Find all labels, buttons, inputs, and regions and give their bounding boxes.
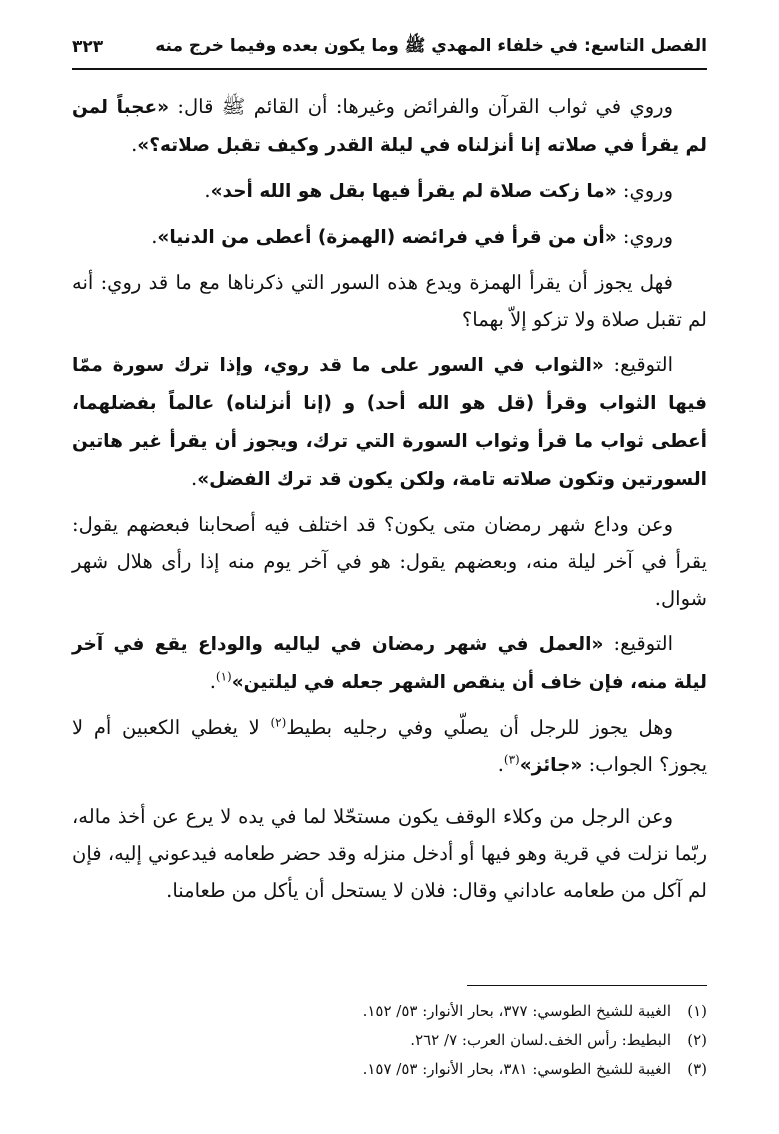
paragraph: فهل يجوز أن يقرأ الهمزة ويدع هذه السور التي ذكرناها مع ما قد روي: أنه لم تقبل صلاة ولا تزكو إلاّ بهما؟ (72, 271, 707, 331)
paragraph: وروي: «ما زكت صلاة لم يقرأ فيها بقل هو الله أحد». (204, 179, 673, 202)
footnotes (72, 997, 707, 1084)
header-rule (72, 68, 707, 70)
footnote-ref: (١) (215, 669, 232, 684)
paragraph: التوقيع: «الثواب في السور على ما قد روي، وإذا ترك سورة ممّا فيها الثواب وقرأ (قل هو الله أحد) و (إنا أنزلناه) عالماً بفضلهما، أعطى ثواب ما قرأ وثواب السورة التي ترك، ويجوز أن يقرأ غير هاتين السورتين وتكون صلاته تامة، ولكن يكون قد ترك الفضل». (72, 353, 707, 490)
paragraph: وعن الرجل من وكلاء الوقف يكون مستحّلا لما في يده لا يرع عن أخذ ماله، ربّما نزلت في قرية وهو فيها أو أدخل منزله وقد حضر طعامه فيدعوني إليه، فإن لم آكل من طعامه عاداني وقال: فلان لا يستحل أن يأكل من طعامنا. (72, 805, 707, 902)
paragraph: وعن وداع شهر رمضان متى يكون؟ قد اختلف فيه أصحابنا فبعضهم يقول: يقرأ في آخر ليلة منه، وبعضهم يقول: هو في آخر يوم منه إذا رأى هلال شهر شوال. (72, 513, 707, 610)
footnote-rule (467, 985, 707, 986)
paragraph: التوقيع: «العمل في شهر رمضان في لياليه والوداع يقع في آخر ليلة منه، فإن خاف أن ينقص الشهر جعله في ليلتين»$^{(١)}$. (72, 632, 707, 693)
footnote-text: البطيط: رأس الخف.لسان العرب: ٧/ ٢٦٢. (410, 1031, 671, 1049)
footnote-ref: (٢) (270, 715, 287, 730)
running-header (72, 30, 707, 64)
paragraph: وروي: «أن من قرأ في فرائضه (الهمزة) أعطى من الدنيا». (151, 225, 673, 248)
footnote-number: (٢) (687, 1031, 707, 1049)
page-number: ٣٢٣ (72, 37, 104, 57)
quote: «أن من قرأ في فرائضه (الهمزة) أعطى من الدنيا» (157, 227, 617, 248)
main-text (72, 88, 707, 917)
footnote (72, 1026, 707, 1055)
footnote-number: (٣) (687, 1060, 707, 1078)
quote: «ما زكت صلاة لم يقرأ فيها بقل هو الله أحد» (210, 181, 617, 202)
paragraph: وروي في ثواب القرآن والفرائض وغيرها: أن القائم ﷺ قال: «عجباً لمن لم يقرأ في صلاته إنا أنزلناه في ليلة القدر وكيف تقبل صلاته؟». (72, 95, 707, 156)
quote: «عجباً لمن لم يقرأ في صلاته إنا أنزلناه في ليلة القدر وكيف تقبل صلاته؟» (72, 97, 707, 156)
footnote (72, 1055, 707, 1084)
quote: «جائز» (519, 755, 583, 776)
quote: «العمل في شهر رمضان في لياليه والوداع يقع في آخر ليلة منه، فإن خاف أن ينقص الشهر جعله في ليلتين» (72, 634, 707, 693)
footnote (72, 997, 707, 1026)
footnote-ref: (٣) (503, 752, 520, 767)
footnote-number: (١) (687, 1002, 707, 1020)
paragraph: وهل يجوز للرجل أن يصلّي وفي رجليه بطيط$^{(٢)}$ لا يغطي الكعبين أم لا يجوز؟ الجواب: «جائز»$^{(٣)}$. (72, 715, 707, 776)
footnote-text: الغيبة للشيخ الطوسي: ٣٧٧، بحار الأنوار: ٥٣/ ١٥٢. (362, 1002, 671, 1020)
chapter-title: الفصل التاسع: في خلفاء المهدي ﷺ وما يكون بعده وفيما خرج منه (155, 35, 707, 56)
quote: «الثواب في السور على ما قد روي، وإذا ترك سورة ممّا فيها الثواب وقرأ (قل هو الله أحد) و (إنا أنزلناه) عالماً بفضلهما، أعطى ثواب ما قرأ وثواب السورة التي ترك، ويجوز أن يقرأ غير هاتين السورتين وتكون صلاته تامة، ولكن يكون قد ترك الفضل» (72, 355, 707, 490)
footnote-text: الغيبة للشيخ الطوسي: ٣٨١، بحار الأنوار: ٥٣/ ١٥٧. (362, 1060, 671, 1078)
